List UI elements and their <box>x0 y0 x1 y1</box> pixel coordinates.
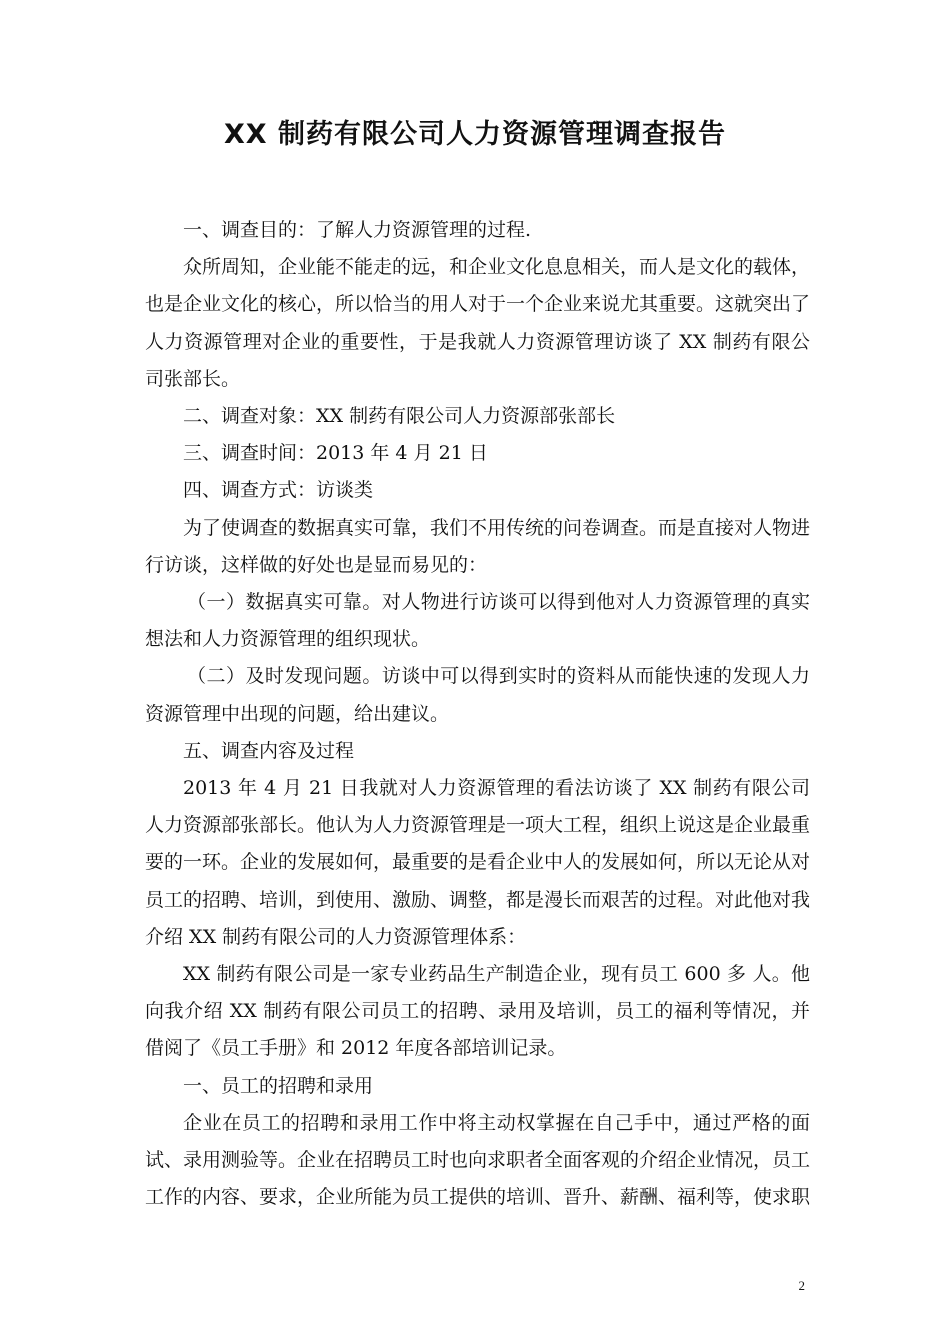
section-method: 四、调查方式：访谈类 <box>183 479 374 502</box>
paragraph-interview: 2013 年 4 月 21 日我就对人力资源管理的看法访谈了 XX 制药有限公司人力资源部张部长。他认为人力资源管理是一项大工程，组织上说这是企业最重要的一环。企业的发展如何，最重要的是看企业中人的发展如何，所以无论从对员工的招聘、培训，到使用、激励、调整，都是漫长而艰苦的过程。对此他对我介绍 XX 制药有限公司的人力资源管理体系： <box>145 777 811 948</box>
page-number: 2 <box>798 1278 805 1293</box>
section-purpose: 一、调查目的：了解人力资源管理的过程. <box>183 219 532 241</box>
section-content: 五、调查内容及过程 <box>183 739 355 762</box>
paragraph-intro: 众所周知，企业能不能走的远，和企业文化息息相关，而人是文化的载体，也是企业文化的核心，所以恰当的用人对于一个企业来说尤其重要。这就突出了人力资源管理对企业的重要性，于是我就人力资源管理访谈了 XX 制药有限公司张部长。 <box>145 256 811 390</box>
list-item-data-reliable: （一）数据真实可靠。对人物进行访谈可以得到他对人力资源管理的真实想法和人力资源管理的组织现状。 <box>145 591 810 651</box>
document-body <box>145 212 810 1216</box>
list-item-find-problems: （二）及时发现问题。访谈中可以得到实时的资料从而能快速的发现人力资源管理中出现的问题，给出建议。 <box>145 665 810 725</box>
paragraph-recruitment: 企业在员工的招聘和录用工作中将主动权掌握在自己手中，通过严格的面试、录用测验等。企业在招聘员工时也向求职者全面客观的介绍企业情况，员工工作的内容、要求，企业所能为员工提供的培训、晋升、薪酬、福利等，使求职 <box>145 1111 811 1209</box>
paragraph-company: XX 制药有限公司是一家专业药品生产制造企业，现有员工 600 多 人。他向我介绍 XX 制药有限公司员工的招聘、录用及培训，员工的福利等情况，并借阅了《员工手册》和 2012 年度各部培训记录。 <box>145 963 810 1060</box>
section-time: 三、调查时间：2013 年 4 月 21 日 <box>183 442 488 465</box>
section-subject: 二、调查对象：XX 制药有限公司人力资源部张部长 <box>183 405 616 428</box>
paragraph-method-desc: 为了使调查的数据真实可靠，我们不用传统的问卷调查。而是直接对人物进行访谈，这样做的好处也是显而易见的： <box>145 516 811 576</box>
document-title: XX 制药有限公司人力资源管理调查报告 <box>223 119 727 150</box>
subsection-recruitment: 一、员工的招聘和录用 <box>183 1074 374 1097</box>
